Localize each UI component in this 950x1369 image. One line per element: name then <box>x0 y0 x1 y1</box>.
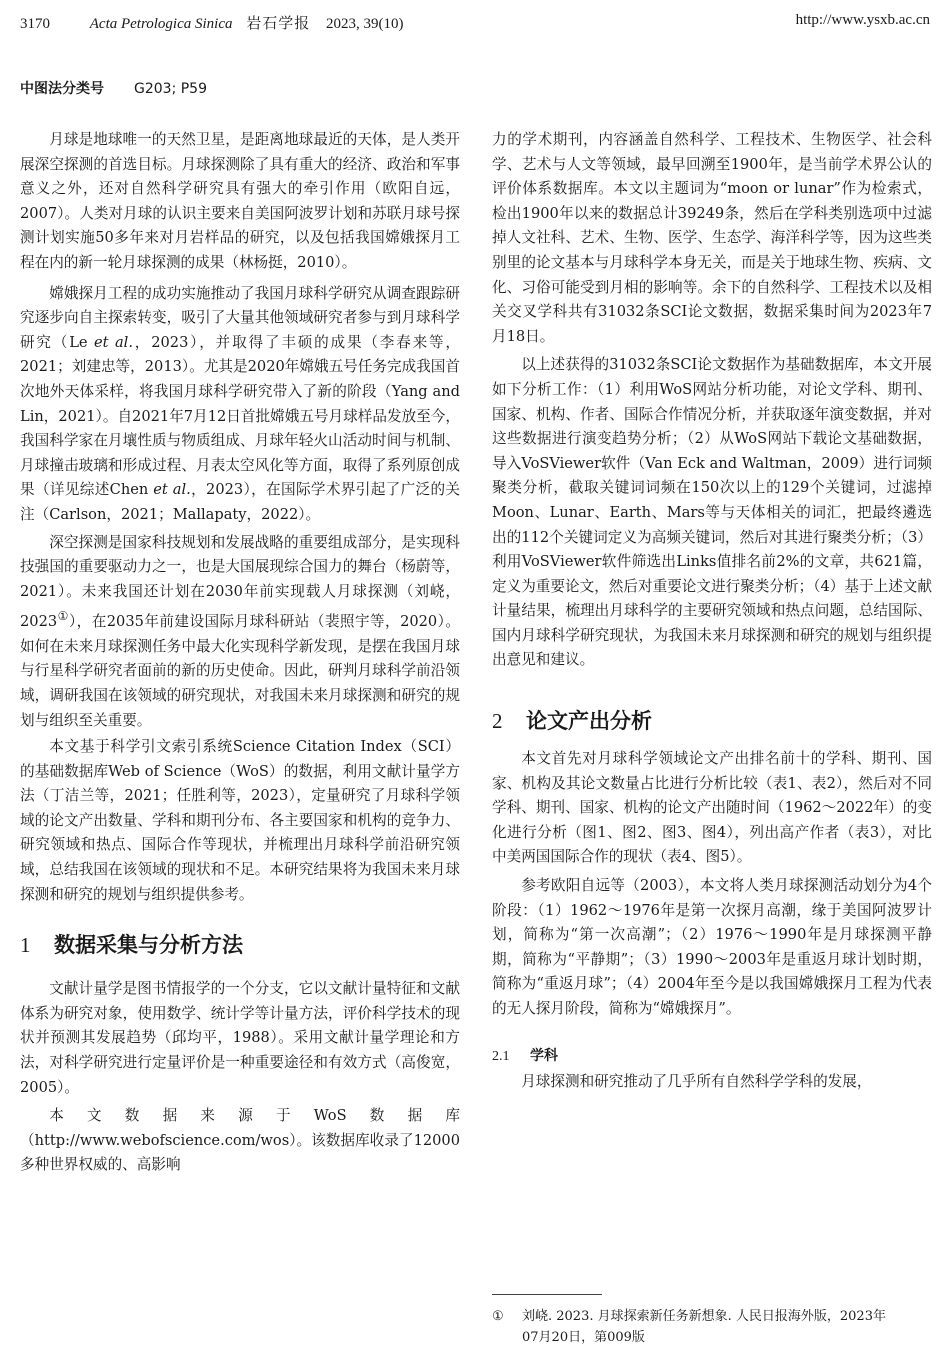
paragraph: 本文数据来源于WoS数据库（http://www.webofscience.com/wos）。该数据库收录了12000多种世界权威的、高影响 <box>20 1107 460 1174</box>
running-header <box>20 12 930 36</box>
journal-url: http://www.ysxb.ac.cn <box>795 12 930 28</box>
right-column <box>492 128 932 1094</box>
classification-label: 中图法分类号 <box>20 81 104 97</box>
paragraph: 月球探测和研究推动了几乎所有自然科学学科的发展， <box>521 1072 872 1090</box>
section-title: 论文产出分析 <box>526 709 652 734</box>
subsection-title: 学科 <box>530 1047 558 1064</box>
section-heading <box>20 925 460 965</box>
section-title: 数据采集与分析方法 <box>54 933 243 958</box>
paragraph: 以上述获得的31032条SCI论文数据作为基础数据库，本文开展如下分析工作：（1）利用WoS网站分析功能，对论文学科、期刊、国家、机构、作者、国际合作情况分析，并获取逐年演变数据，并对这些数据进行演变趋势分析；（2）从WoS网站下载论文基础数据，导入VoSViewer软件（Van Eck and Waltman，2009）进行词频聚类分析，截取关键词词频在150次以上的129个关键词，过滤掉Moon、Lunar、Earth、Mars等与天体相关的词汇，把最终遴选出的112个关键词定义为高频关键词，然后对其进行聚类分析；（3）利用VoSViewer软件筛选出Links值排名前2%的文章，共621篇，定义为重要论文，然后对重要论文进行聚类分析；（4）基于上述文献计量结果，梳理出月球科学的主要研究领域和热点问题，总结国际、国内月球科学研究现状，为我国未来月球探测和研究的规划与组织提出意见和建议。 <box>492 356 932 669</box>
paragraph: 本文基于科学引文索引系统Science Citation Index（SCI）的基础数据库Web of Science（WoS）的数据，利用文献计量学方法（丁洁兰等，2021；任胜利等，2023），定量研究了月球科学领域的论文产出数量、学科和期刊分布、各主要国家和机构的竞争力、研究领域和热点、国际合作等现状，并梳理出月球科学前沿研究领域，总结我国在该领域的现状和不足。本研究结果将为我国未来月球探测和研究的规划与组织提供参考。 <box>20 738 460 903</box>
journal-issue: 2023, 39(10) <box>326 16 404 32</box>
left-column <box>20 128 460 1178</box>
journal-name-cn: 岩石学报 <box>246 16 311 32</box>
footnote-rule <box>492 1294 602 1295</box>
footnote-ref[interactable]: ① <box>57 609 69 624</box>
et-al: et al. <box>153 481 191 499</box>
page-number: 3170 <box>20 16 50 32</box>
paragraph: 深空探测是国家科技规划和发展战略的重要组成部分，是实现科技强国的重要驱动力之一，也是大国展现综合国力的舞台（杨蔚等，2021）。未来我国还计划在2030年前实现载人月球探测（刘峣，2023①），在2035年前建设国际月球科研站（裴照宇等，2020）。如何在未来月球探测任务中最大化实现科学新发现，是摆在我国月球与行星科学研究者面前的新的历史使命。因此，研判月球科学前沿领域，调研我国在该领域的研究现状，对我国未来月球探测和研究的规划与组织至关重要。 <box>20 533 460 729</box>
footnote-mark: ① <box>492 1309 504 1324</box>
section-number: 2 <box>492 709 503 734</box>
classification-value: G203; P59 <box>134 81 207 97</box>
classification-line <box>20 78 207 98</box>
paragraph: 参考欧阳自远等（2003），本文将人类月球探测活动划分为4个阶段：（1）1962～1976年是第一次探月高潮，缘于美国阿波罗计划，简称为“第一次高潮”；（2）1976～1990年是月球探测平静期，简称为“平静期”；（3）1990～2003年是重返月球计划时期，简称为“重返月球”；（4）2004年至今是以我国嫦娥探月工程为代表的无人探月阶段，简称为“嫦娥探月”。 <box>492 877 932 1017</box>
footnote-line: ① 刘峣. 2023. 月球探索新任务新想象. 人民日报海外版，2023年 <box>492 1306 932 1327</box>
header-left <box>20 12 404 33</box>
et-al: et al. <box>94 333 133 351</box>
paragraph: 月球是地球唯一的天然卫星，是距离地球最近的天体，是人类开展深空探测的首选目标。月球探测除了具有重大的经济、政治和军事意义之外，还对自然科学研究具有强大的牵引作用（欧阳自远，2007）。人类对月球的认识主要来自美国阿波罗计划和苏联月球号探测计划实施50多年来对月岩样品的研究，以及包括我国嫦娥探月工程在内的新一轮月球探测的成果（林杨挺，2010）。 <box>20 131 460 271</box>
section-number: 1 <box>20 933 31 958</box>
footnote <box>492 1306 932 1348</box>
paragraph: 文献计量学是图书情报学的一个分支，它以文献计量特征和文献体系为研究对象，使用数学、统计学等计量方法，评价科学技术的现状并预测其发展趋势（邱均平，1988）。采用文献计量学理论和方法，对科学研究进行定量评价是一种重要途径和有效方式（高俊宽，2005）。 <box>20 980 460 1096</box>
subsection-number: 2.1 <box>492 1048 510 1064</box>
paragraph: 本文首先对月球科学领域论文产出排名前十的学科、期刊、国家、机构及其论文数量占比进行分析比较（表1、表2），然后对不同学科、期刊、国家、机构的论文产出随时间（1962～2022年）的变化进行分析（图1、图2、图3、图4），列出高产作者（表3），对比中美两国国际合作的现状（表4、图5）。 <box>492 750 932 866</box>
paragraph: 力的学术期刊，内容涵盖自然科学、工程技术、生物医学、社会科学、艺术与人文等领域，最早回溯至1900年，是当前学术界公认的评价体系数据库。本文以主题词为“moon or lunar”作为检索式，检出1900年以来的数据总计39249条，然后在学科类别选项中过滤掉人文社科、艺术、生物、医学、生态学、海洋科学等，因为这些类别里的论文基本与月球科学本身无关，而是关于地球生物、疾病、文化、习俗可能受到月相的影响等。余下的自然科学、工程技术以及相关交叉学科共有31032条SCI论文数据，数据采集时间为2023年7月18日。 <box>492 131 932 345</box>
section-heading <box>492 701 932 741</box>
subsection-heading <box>492 1044 932 1068</box>
footnote-line: 07月20日，第009版 <box>522 1330 645 1345</box>
journal-name-en: Acta Petrologica Sinica <box>89 16 233 32</box>
paragraph: 嫦娥探月工程的成功实施推动了我国月球科学研究从调查跟踪研究逐步向自主探索转变，吸引了大量其他领域研究者参与到月球科学研究（Le et al.，2023），并取得了丰硕的成果（李春来等，2021；刘建忠等，2013）。尤其是2020年嫦娥五号任务完成我国首次地外天体采样，将我国月球科学研究带入了新的阶段（Yang and Lin，2021）。自2021年7月12日首批嫦娥五号月球样品发放至今，我国科学家在月壤性质与物质组成、月球年轻火山活动时间与机制、月球撞击玻璃和形成过程、月表太空风化等方面，取得了系列原创成果（详见综述Chen et al.，2023），在国际学术界引起了广泛的关注（Carlson，2021；Mallapaty，2022）。 <box>20 284 461 523</box>
